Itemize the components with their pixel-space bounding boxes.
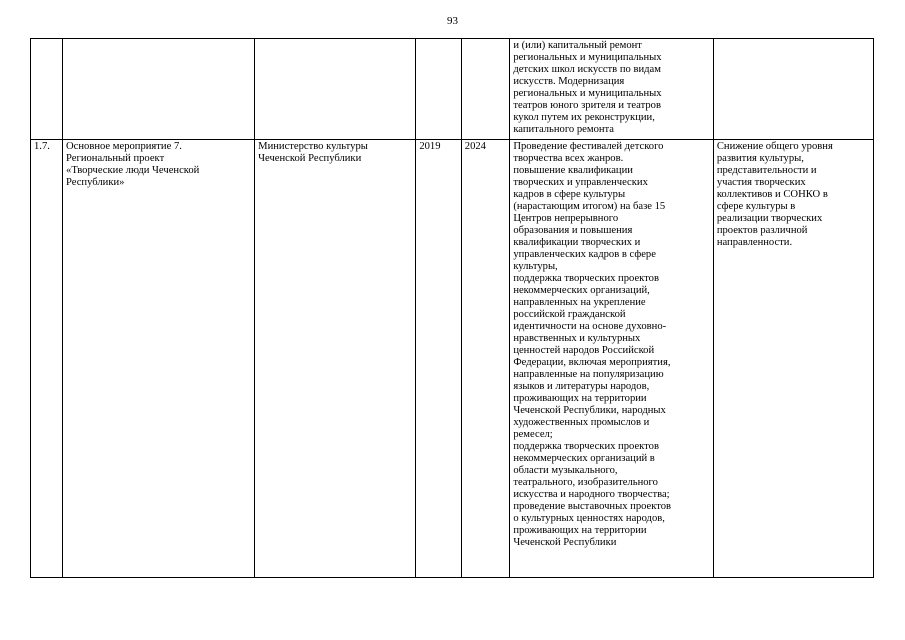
cell-number [31,39,63,140]
cell-number: 1.7. [31,140,63,578]
cell-activity-name: Основное мероприятие 7. Региональный проект «Творческие люди Чеченской Республики» [63,140,255,578]
cell-description: Проведение фестивалей детского творчества всех жанров. повышение квалификации творческих и управленческих кадров в сфере культуры (нарастающим итогом) на базе 15 Центров непрерывного образования и повышения квалификации творческих и управленческих кадров в сфере культуры, поддержка творческих проектов некоммерческих организаций, направленных на укрепление российской гражданской идентичности на основе духовно- нравственных и культурных ценностей народов Российской Федерации, включая мероприятия, направленные на популяризацию языков и литературы народов, проживающих на территории Чеченской Республики, народных художественных промыслов и ремесел; поддержка творческих проектов некоммерческих организаций в области музыкального, театрального, изобразительного искусства и народного творчества; проведение выставочных проектов о культурных ценностях народов, проживающих на территории Чеченской Республики [510,140,714,578]
page-number: 93 [447,15,458,27]
cell-result: Снижение общего уровня развития культуры, представительности и участия творческих коллективов и СОНКО в сфере культуры в реализации творческих проектов различной направленности. [713,140,873,578]
cell-end-year [461,39,510,140]
program-table [30,38,874,578]
cell-activity-name [63,39,255,140]
cell-executor [255,39,416,140]
cell-end-year: 2024 [461,140,510,578]
cell-executor: Министерство культуры Чеченской Республики [255,140,416,578]
cell-description: и (или) капитальный ремонт региональных и муниципальных детских школ искусств по видам искусств. Модернизация региональных и муниципальных театров юного зрителя и театров кукол путем их реконструкции, капитального ремонта [510,39,714,140]
table-row [31,39,874,140]
cell-start-year [416,39,461,140]
cell-start-year: 2019 [416,140,461,578]
cell-result [713,39,873,140]
table-row [31,140,874,578]
